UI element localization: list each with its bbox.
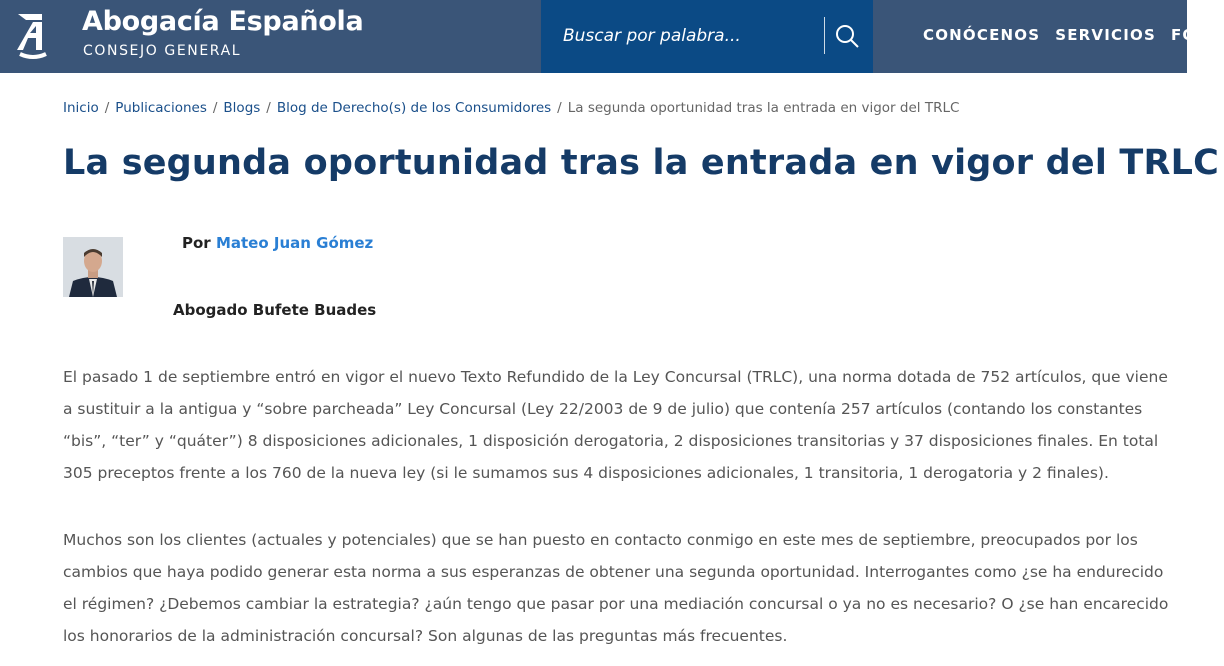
main-nav	[923, 26, 1224, 44]
breadcrumb-blog-consumidores[interactable]: Blog de Derecho(s) de los Consumidores	[276, 100, 552, 116]
breadcrumb-separator: /	[266, 100, 271, 116]
byline	[182, 234, 373, 252]
search-divider	[824, 17, 825, 54]
brand-name[interactable]: Abogacía Española	[82, 6, 364, 37]
breadcrumb-separator: /	[557, 100, 562, 116]
nav-item-conocenos[interactable]: CONÓCENOS	[923, 26, 1041, 44]
author-link[interactable]: Mateo Juan Gómez	[215, 234, 374, 252]
brand-subtitle: CONSEJO GENERAL	[83, 43, 242, 59]
search-box	[541, 0, 873, 73]
site-header	[0, 0, 1210, 73]
abogacia-logo-icon[interactable]	[14, 10, 52, 60]
nav-item-formacion[interactable]: FOR	[1170, 26, 1210, 44]
breadcrumb-separator: /	[104, 100, 110, 116]
author-role: Abogado Bufete Buades	[173, 301, 377, 319]
author-avatar	[63, 237, 123, 297]
nav-item-servicios[interactable]: SERVICIOS	[1055, 26, 1156, 44]
breadcrumb-current: La segunda oportunidad tras la entrada en vigor del TRLC	[567, 100, 960, 116]
search-icon[interactable]	[833, 22, 861, 50]
breadcrumb-inicio[interactable]: Inicio	[63, 100, 99, 116]
breadcrumb-separator: /	[212, 100, 218, 116]
byline-prefix: Por	[182, 234, 211, 252]
author-photo-icon	[63, 237, 123, 297]
breadcrumb-blogs[interactable]: Blogs	[223, 100, 261, 116]
article-paragraph: El pasado 1 de septiembre entró en vigor el nuevo Texto Refundido de la Ley Concursal (TRLC), una norma dotada de 752 artículos, que viene a sustituir a la antigua y “sobre parcheada” Ley Concursal (Ley 22/2003 de 9 de julio) que contenía 257 artículos (contando los constantes “bis”, “ter” y “quáter”) 8 disposiciones adicionales, 1 disposición derogatoria, 2 disposiciones transitorias y 37 disposiciones finales. En total 305 preceptos frente a los 760 de la nueva ley (si le sumamos sus 4 disposiciones adicionales, 1 transitoria, 1 derogatoria y 2 finales).	[63, 368, 1168, 482]
search-input[interactable]	[563, 18, 855, 54]
page-title: La segunda oportunidad tras la entrada en vigor del TRLC	[63, 143, 1220, 183]
breadcrumb-publicaciones[interactable]: Publicaciones	[115, 100, 207, 116]
article-paragraph: Muchos son los clientes (actuales y potenciales) que se han puesto en contacto conmigo en este mes de septiembre, preocupados por los cambios que haya podido generar esta norma a sus esperanzas de obtener una segunda oportunidad. Interrogantes como ¿se ha endurecido el régimen? ¿Debemos cambiar la estrategia? ¿aún tengo que pasar por una mediación concursal o ya no es necesario? O ¿se han encarecido los honorarios de la administración concursal? Son algunas de las preguntas más frecuentes.	[63, 531, 1169, 645]
breadcrumb	[63, 100, 959, 116]
